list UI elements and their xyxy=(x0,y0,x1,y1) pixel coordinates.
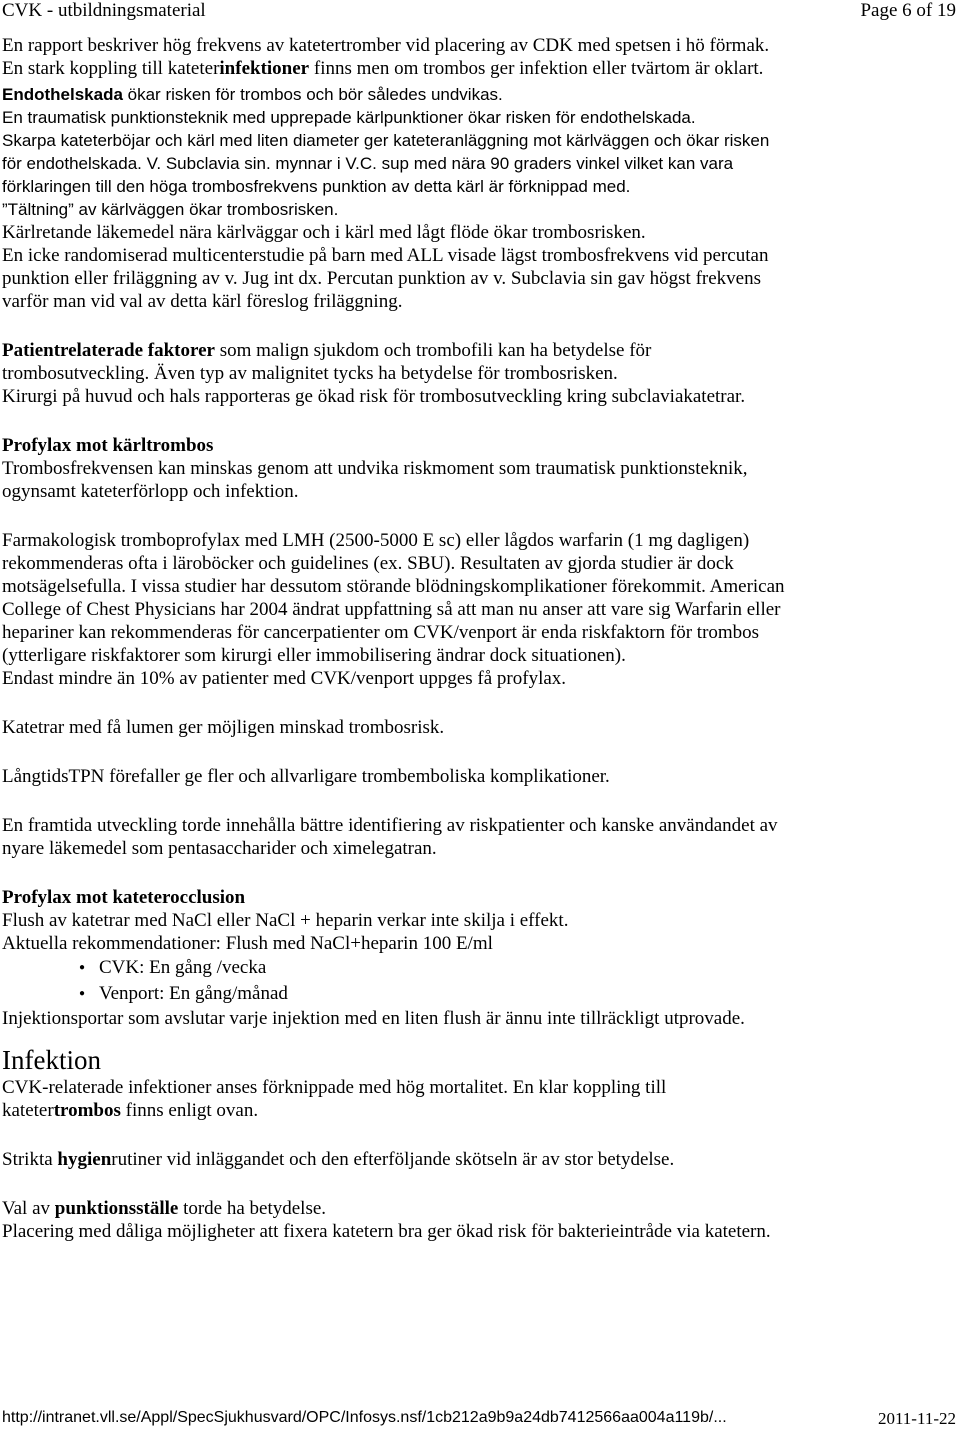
paragraph-line: Injektionsportar som avslutar varje injektion med en liten flush är ännu inte tillräckligt utprovade. xyxy=(2,1008,745,1029)
paragraph-line: varför man vid val av detta kärl föreslog friläggning. xyxy=(2,291,403,312)
paragraph-line: En stark koppling till kateterinfektioner finns men om trombos ger infektion eller tvärtom är oklart. xyxy=(2,58,764,79)
paragraph-line: rekommenderas ofta i läroböcker och guidelines (ex. SBU). Resultaten av gjorda studier är dock xyxy=(2,553,734,574)
paragraph-line: Farmakologisk tromboprofylax med LMH (2500-5000 E sc) eller lågdos warfarin (1 mg dagligen) xyxy=(2,530,750,551)
document-body xyxy=(2,34,957,1243)
paragraph-line: för endothelskada. V. Subclavia sin. mynnar i V.C. sup med nära 90 graders vinkel vilket kan vara xyxy=(2,154,734,173)
page-header xyxy=(2,0,956,24)
paragraph-line: Flush av katetrar med NaCl eller NaCl + heparin verkar inte skilja i effekt. xyxy=(2,910,569,931)
paragraph-line: nyare läkemedel som pentasaccharider och ximelegatran. xyxy=(2,838,437,859)
print-date: 2011-11-22 xyxy=(877,1409,956,1428)
paragraph-line: Kärlretande läkemedel nära kärlväggar och i kärl med lågt flöde ökar trombosrisken. xyxy=(2,222,646,243)
recommendation-list xyxy=(2,955,957,1007)
paragraph-line: Katetrar med få lumen ger möjligen minskad trombosrisk. xyxy=(2,717,445,738)
section-heading: Profylax mot kateterocclusion xyxy=(2,887,246,908)
paragraph-line: förklaringen till den höga trombosfrekvens punktion av detta kärl är förknippad med. xyxy=(2,177,631,196)
paragraph-line: Aktuella rekommendationer: Flush med NaCl+heparin 100 E/ml xyxy=(2,933,493,954)
paragraph-line: CVK-relaterade infektioner anses förknippade med hög mortalitet. En klar koppling till xyxy=(2,1077,667,1098)
paragraph-line: En rapport beskriver hög frekvens av katetertromber vid placering av CDK med spetsen i hö förmak. xyxy=(2,35,770,56)
paragraph-line: ”Tältning” av kärlväggen ökar trombosrisken. xyxy=(2,200,339,219)
paragraph-line: ogynsamt kateterförlopp och infektion. xyxy=(2,481,299,502)
paragraph-line: hepariner kan rekommenderas för cancerpatienter om CVK/venport är enda riskfaktorn för trombos xyxy=(2,622,760,643)
list-item: ● CVK: En gång /vecka xyxy=(99,955,957,981)
paragraph-line: En traumatisk punktionsteknik med upprepade kärlpunktioner ökar risken för endothelskada. xyxy=(2,108,696,127)
paragraph-line: (ytterligare riskfaktorer som kirurgi eller immobilisering ändrar dock situationen). xyxy=(2,645,626,666)
paragraph-line: En framtida utveckling torde innehålla bättre identifiering av riskpatienter och kanske användandet av xyxy=(2,815,778,836)
paragraph-line: Skarpa kateterböjar och kärl med liten diameter ger kateteranläggning mot kärlväggen och ökar risken xyxy=(2,131,770,150)
paragraph-line: trombosutveckling. Även typ av malignitet tycks ha betydelse för trombosrisken. xyxy=(2,363,618,384)
paragraph-line: En icke randomiserad multicenterstudie på barn med ALL visade lägst trombosfrekvens vid percutan xyxy=(2,245,769,266)
paragraph-line: Endothelskada ökar risken för trombos och bör således undvikas. xyxy=(2,85,503,104)
paragraph-line: Kirurgi på huvud och hals rapporteras ge ökad risk för trombosutveckling kring subclaviakatetrar. xyxy=(2,386,746,407)
page-number: Page 6 of 19 xyxy=(860,0,956,21)
paragraph-line: Endast mindre än 10% av patienter med CVK/venport uppges få profylax. xyxy=(2,668,567,689)
source-url: http://intranet.vll.se/Appl/SpecSjukhusvard/OPC/Infosys.nsf/1cb212a9b9a24db7412566aa004a119b/... xyxy=(2,1409,727,1426)
paragraph-line: Placering med dåliga möjligheter att fixera katetern bra ger ökad risk för bakterieintråde via katetern. xyxy=(2,1221,771,1242)
paragraph-line: Trombosfrekvensen kan minskas genom att undvika riskmoment som traumatisk punktionsteknik, xyxy=(2,458,748,479)
section-heading: Profylax mot kärltrombos xyxy=(2,435,214,456)
page-footer xyxy=(2,1409,956,1431)
paragraph-line: motsägelsefulla. I vissa studier har dessutom störande blödningskomplikationer förekommit. American xyxy=(2,576,785,597)
paragraph-line: katetertrombos finns enligt ovan. xyxy=(2,1100,259,1121)
paragraph-line: Val av punktionsställe torde ha betydelse. xyxy=(2,1198,327,1219)
list-item: ● Venport: En gång/månad xyxy=(99,981,957,1007)
document-title: CVK - utbildningsmaterial xyxy=(2,0,206,21)
paragraph-line: College of Chest Physicians har 2004 ändrat uppfattning så att man nu anser att vare sig Warfarin eller xyxy=(2,599,781,620)
paragraph-line: Patientrelaterade faktorer som malign sjukdom och trombofili kan ha betydelse för xyxy=(2,340,652,361)
paragraph-line: Strikta hygienrutiner vid inläggandet och den efterföljande skötseln är av stor betydelse. xyxy=(2,1149,675,1170)
section-heading-infektion: Infektion xyxy=(2,1045,101,1075)
paragraph-line: punktion eller friläggning av v. Jug int dx. Percutan punktion av v. Subclavia sin gav högst frekvens xyxy=(2,268,761,289)
paragraph-line: LångtidsTPN förefaller ge fler och allvarligare trombemboliska komplikationer. xyxy=(2,766,610,787)
